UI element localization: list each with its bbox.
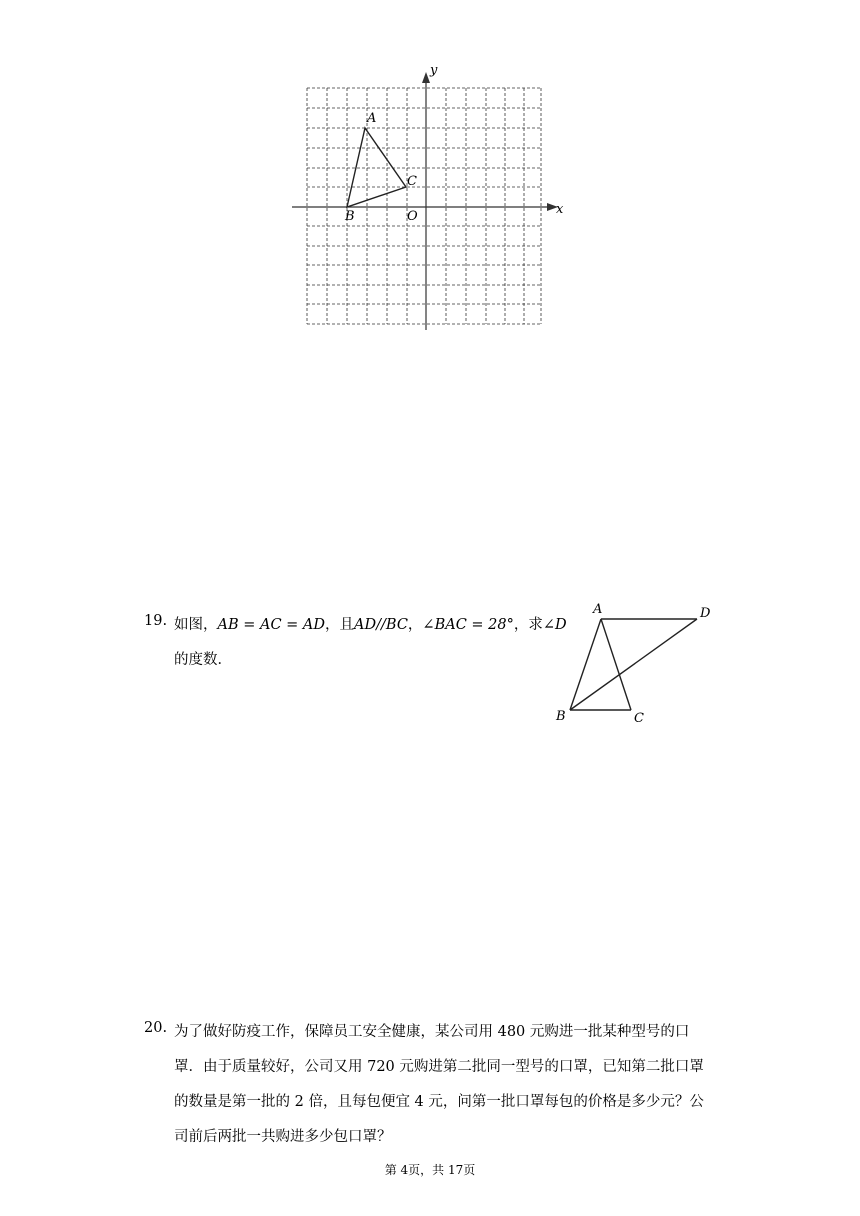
- point-b-label: B: [556, 709, 566, 724]
- question-20-number: 20.: [144, 1020, 168, 1036]
- vertex-b-label: B: [345, 209, 355, 224]
- origin-label: O: [407, 209, 418, 224]
- vertex-c-label: C: [407, 174, 417, 189]
- question-20-line-1: 为了做好防疫工作，保障员工安全健康，某公司用 480 元购进一批某种型号的口: [174, 1024, 690, 1040]
- q19-text-b: ，且: [325, 617, 355, 633]
- q19-eq-3: ∠BAC = 28°: [422, 617, 514, 633]
- q19-eq-1: AB = AC = AD: [217, 617, 326, 633]
- question-20-line-4: 司前后两批一共购进多少包口罩？: [174, 1129, 392, 1145]
- page-footer: 第 4页，共 17页: [384, 1163, 476, 1177]
- y-axis-label: y: [430, 63, 438, 78]
- grid-lines: [307, 88, 541, 324]
- question-19-number: 19.: [144, 613, 168, 629]
- x-axis-label: x: [556, 202, 564, 217]
- point-c-label: C: [634, 711, 644, 726]
- q19-text-d: ，求: [513, 617, 543, 633]
- point-a-label: A: [593, 602, 603, 617]
- vertex-a-label: A: [367, 111, 377, 126]
- q19-eq-2: AD//BC: [354, 617, 408, 633]
- triangle-abc: [347, 128, 406, 207]
- question-19-line-2: 的度数．: [174, 652, 232, 668]
- triangle-abd-figure: [548, 598, 718, 728]
- q19-text-a: 如图，: [174, 617, 218, 633]
- coordinate-grid-figure: [290, 62, 570, 338]
- segment-ab: [570, 619, 601, 710]
- question-20-line-3: 的数量是第一批的 2 倍，且每包便宜 4 元，问第一批口罩每包的价格是多少元？公: [174, 1094, 704, 1110]
- question-19-line-1: [174, 613, 567, 634]
- segment-bd: [570, 619, 697, 710]
- axes: [292, 72, 558, 330]
- segment-ac: [601, 619, 631, 710]
- q19-text-c: ，: [407, 617, 423, 633]
- question-20-line-2: 罩．由于质量较好，公司又用 720 元购进第二批同一型号的口罩，已知第二批口罩: [174, 1059, 704, 1075]
- q19-eq-4: ∠D: [542, 617, 567, 633]
- point-d-label: D: [700, 606, 711, 621]
